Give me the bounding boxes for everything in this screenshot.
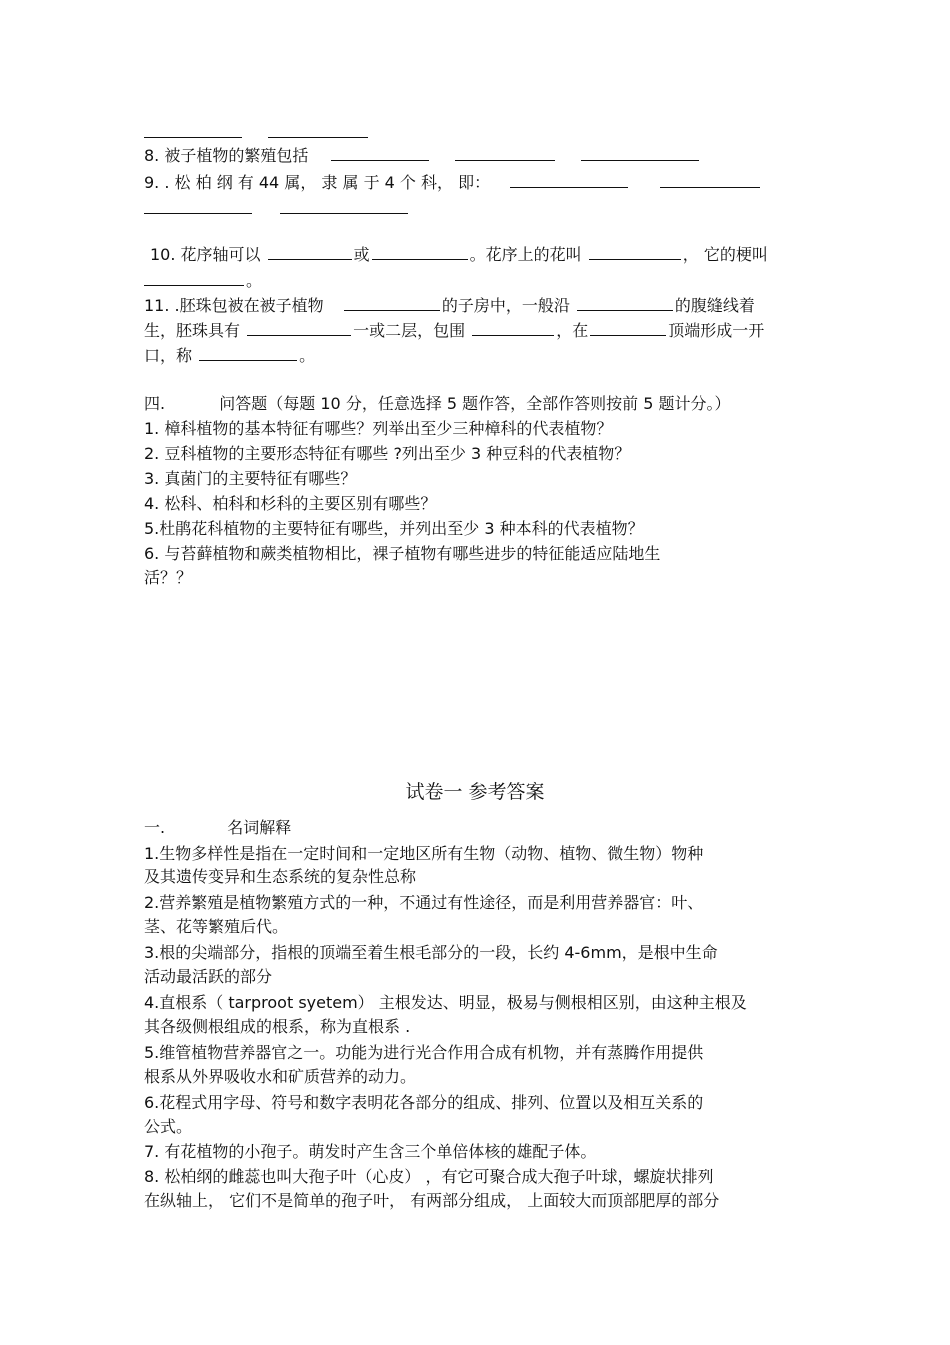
question-text: 。 — [246, 271, 263, 290]
question-text: 10. 花序轴可以 — [150, 245, 261, 264]
question-text: 。花序上的花叫 — [469, 245, 582, 264]
question-item: 4. 松科、柏科和杉科的主要区别有哪些？ — [144, 494, 437, 513]
answer-blank[interactable] — [144, 271, 244, 286]
question-text: 的子房中，一般沿 — [441, 296, 570, 315]
question-text: ， 它的梗叫 — [682, 245, 768, 264]
answer-blank[interactable] — [144, 123, 242, 138]
question-9 — [144, 172, 762, 194]
answer-blank-row — [144, 122, 370, 144]
question-item: 6. 与苔藓植物和蕨类植物相比，裸子植物有哪些进步的特征能适应陆地生 — [144, 544, 661, 563]
answer-blank[interactable] — [590, 321, 666, 336]
question-8 — [144, 145, 701, 167]
answer-line: 5.维管植物营养器官之一。功能为进行光合作用合成有机物，并有蒸腾作用提供 — [144, 1043, 704, 1062]
question-item: 3. 真菌门的主要特征有哪些？ — [144, 469, 357, 488]
question-10 — [150, 244, 768, 266]
answer-line: 活动最活跃的部分 — [144, 967, 273, 986]
answer-blank-row — [144, 198, 410, 220]
question-text: ，在 — [556, 321, 589, 340]
answer-line: 8. 松柏纲的雌蕊也叫大孢子叶（心皮） ，有它可聚合成大孢子叶球，螺旋状排列 — [144, 1167, 714, 1186]
answer-blank[interactable] — [577, 296, 673, 311]
answer-line: 茎、花等繁殖后代。 — [144, 917, 289, 936]
answer-blank[interactable] — [589, 245, 681, 260]
answer-line: 其各级侧根组成的根系，称为直根系 . — [144, 1017, 411, 1036]
question-text: 顶端形成一开 — [668, 321, 765, 340]
answer-blank[interactable] — [372, 245, 468, 260]
section-4-heading — [144, 393, 731, 415]
question-item: 5.杜鹃花科植物的主要特征有哪些，并列出至少 3 种本科的代表植物？ — [144, 519, 644, 538]
question-text: 或 — [353, 245, 370, 264]
answer-blank[interactable] — [472, 321, 554, 336]
question-text: 的腹缝线着 — [674, 296, 755, 315]
question-item: 活？？ — [144, 568, 193, 587]
answer-blank[interactable] — [455, 146, 555, 161]
answer-blank[interactable] — [331, 146, 429, 161]
answer-blank[interactable] — [268, 123, 368, 138]
question-10-cont — [144, 270, 262, 292]
answer-line: 1.生物多样性是指在一定时间和一定地区所有生物（动物、植物、微生物）物种 — [144, 844, 704, 863]
answers-title: 试卷一 参考答案 — [405, 781, 545, 803]
question-11-cont — [144, 320, 764, 342]
question-item: 2. 豆科植物的主要形态特征有哪些 ?列出至少 3 种豆科的代表植物？ — [144, 444, 631, 463]
question-text: 8. 被子植物的繁殖包括 — [144, 146, 309, 165]
answer-line: 公式。 — [144, 1117, 193, 1136]
question-text: 生，胚珠具有 — [144, 321, 241, 340]
question-text: 。 — [299, 346, 316, 365]
answer-line: 及其遗传变异和生态系统的复杂性总称 — [144, 867, 417, 886]
answer-blank[interactable] — [199, 346, 297, 361]
answer-blank[interactable] — [268, 245, 352, 260]
section-number: 一. — [144, 818, 166, 837]
answer-blank[interactable] — [660, 173, 760, 188]
answer-line: 在纵轴上， 它们不是简单的孢子叶， 有两部分组成， 上面较大而顶部肥厚的部分 — [144, 1191, 720, 1210]
answer-blank[interactable] — [510, 173, 628, 188]
question-text: 口，称 — [144, 346, 193, 365]
answer-blank[interactable] — [247, 321, 351, 336]
answer-blank[interactable] — [344, 296, 440, 311]
question-item: 1. 樟科植物的基本特征有哪些？列举出至少三种樟科的代表植物？ — [144, 419, 613, 438]
answers-section-heading — [144, 817, 291, 839]
answer-line: 7. 有花植物的小孢子。萌发时产生含三个单倍体核的雄配子体。 — [144, 1142, 597, 1161]
answer-line: 6.花程式用字母、符号和数字表明花各部分的组成、排列、位置以及相互关系的 — [144, 1093, 704, 1112]
answer-blank[interactable] — [144, 199, 252, 214]
answer-line: 3.根的尖端部分，指根的顶端至着生根毛部分的一段，长约 4-6mm，是根中生命 — [144, 943, 718, 962]
question-text: 11. .胚珠包被在被子植物 — [144, 296, 324, 315]
section-number: 四. — [144, 394, 166, 413]
answer-line: 根系从外界吸收水和矿质营养的动力。 — [144, 1067, 417, 1086]
section-title: 名词解释 — [227, 818, 292, 837]
answer-line: 2.营养繁殖是植物繁殖方式的一种，不通过有性途径，而是利用营养器官：叶、 — [144, 893, 704, 912]
answer-blank[interactable] — [581, 146, 699, 161]
question-11 — [144, 295, 755, 317]
section-title: 问答题（每题 10 分，任意选择 5 题作答，全部作答则按前 5 题计分。） — [219, 394, 731, 413]
question-11-cont2 — [144, 345, 315, 367]
question-text: 一或二层，包围 — [353, 321, 466, 340]
answer-line: 4.直根系（ tarproot syetem） 主根发达、明显，极易与侧根相区别，由这种主根及 — [144, 993, 747, 1012]
answer-blank[interactable] — [280, 199, 408, 214]
question-text: 9. . 松 柏 纲 有 44 属， 隶 属 于 4 个 科， 即： — [144, 173, 491, 192]
